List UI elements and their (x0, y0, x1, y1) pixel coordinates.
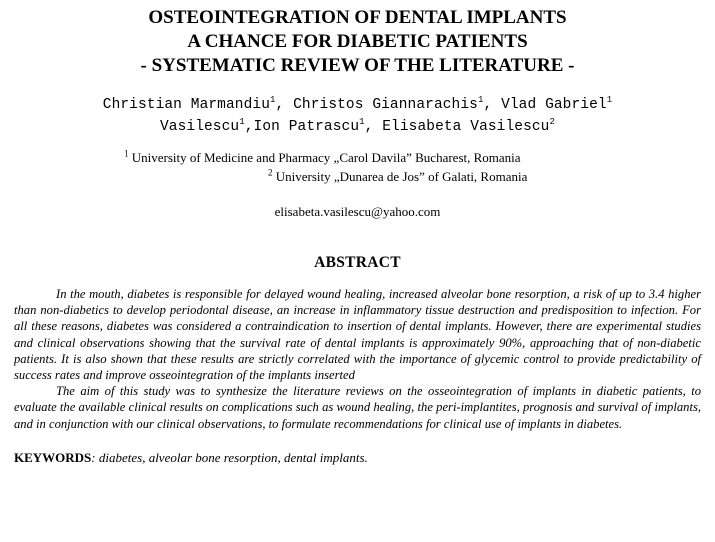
keywords-label: KEYWORDS (14, 449, 92, 465)
author-name: Vasilescu (159, 119, 240, 135)
author-list (0, 94, 715, 138)
abstract-paragraph-2: The aim of this study was to synthesize the literature reviews on the osseointegration of implants in diabetic patients, to evaluate the available clinical results on complications such as wound healing, the peri-implantites, prognosis and survival of implants, and in conjunction with our clinical observations, to formulate recommendations for clinical use of implants in diabetes. (14, 384, 701, 431)
paper-title (0, 0, 715, 78)
contact-email: elisabeta.vasilescu@yahoo.com (274, 204, 441, 219)
author-name: , Elisabeta Vasilescu (364, 119, 550, 135)
title-line-3: - SYSTEMATIC REVIEW OF THE LITERATURE - (140, 55, 575, 76)
keywords-line (14, 450, 701, 466)
affiliation-marker: 1 (606, 95, 613, 106)
affiliation-marker: 1 (270, 95, 276, 106)
abstract-body (14, 286, 701, 432)
title-line-2: A CHANCE FOR DIABETIC PATIENTS (187, 31, 528, 52)
author-name: , Christos Giannarachis (275, 97, 478, 113)
affiliations (0, 148, 715, 186)
affiliation-text: University „Dunarea de Jos” of Galati, Romania (275, 169, 528, 184)
abstract-paragraph-1: In the mouth, diabetes is responsible for delayed wound healing, increased alveolar bone resorption, a risk of up to 3.4 higher than non-diabetics to develop periodontal disease, an increase in inflammatory tissue destruction and predisposition to infection. For all these reasons, diabetes was considered a contraindication to insertion of dental implants. However, there are experimental studies and clinical observations showing that the survival rate of dental implants is approximately 90%, approaching that of non-diabetic patients. It is also shown that these results are strictly correlated with the importance of glycemic control to provide predictability of success rates and improve osseointegration of the implants inserted (14, 287, 701, 383)
affiliation-number: 1 (124, 148, 129, 159)
affiliation-text: University of Medicine and Pharmacy „Carol Davila” Bucharest, Romania (131, 150, 521, 165)
affiliation-marker: 1 (239, 117, 245, 128)
affiliation-marker: 1 (359, 117, 365, 128)
affiliation-number: 2 (268, 167, 273, 178)
title-line-1: OSTEOINTEGRATION OF DENTAL IMPLANTS (148, 7, 567, 28)
author-name: , Vlad Gabriel (483, 97, 607, 113)
affiliation-marker: 1 (477, 95, 484, 106)
affiliation-2 (0, 167, 715, 186)
keywords-values: : diabetes, alveolar bone resorption, dental implants. (91, 449, 368, 465)
affiliation-1 (0, 148, 715, 167)
abstract-heading: ABSTRACT (314, 254, 401, 271)
paper-header (0, 0, 715, 220)
author-name: ,Ion Patrascu (244, 119, 360, 135)
affiliation-marker: 2 (549, 117, 556, 128)
author-name: Christian Marmandiu (102, 97, 270, 113)
